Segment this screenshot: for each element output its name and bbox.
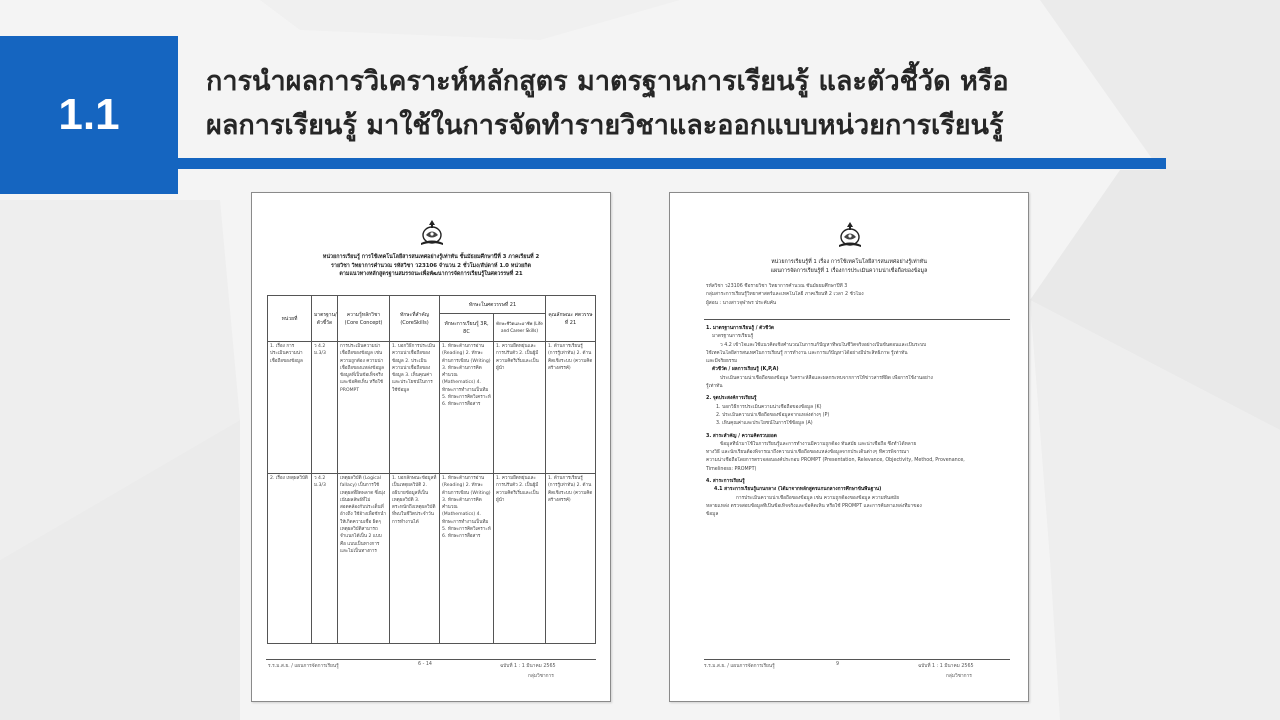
- doc2-body: [706, 325, 1010, 520]
- doc2-body-line: 1. บอกวิธีการประเมินความน่าเชื่อถือของข้อมูล (K): [716, 404, 822, 410]
- doc2-body-line: ใช้เทคโนโลยีสารสนเทศในการเรียนรู้ การทำงาน และการแก้ปัญหาได้อย่างมีประสิทธิภาพ รู้เท่าทัน: [706, 350, 908, 356]
- doc1-header-line: รายวิชา วิทยาการคำนวณ รหัสวิชา ว23106 จำนวน 2 ชั่วโมง/สัปดาห์ 1.0 หน่วยกิต: [331, 262, 531, 269]
- cell-concept: เหตุผลวิบัติ (Logical fallacy) เป็นการใช้เหตุผลที่ผิดพลาด ซึ่งมุ่งเน้นผลลัพธ์ที่ไม่สอดคล้องกับประเด็นที่อ้างถึง ใช้อ้างเพื่อชักนำให้เกิดความเชื่อ ผิดๆ เหตุผลวิบัติสามารถจำแนกได้เป็น 2 แบบ คือ แบบเป็นทางการและไม่เป็นทางการ: [338, 474, 390, 644]
- doc1-footer-page: 6 - 14: [418, 662, 432, 667]
- doc2-body-line: ว 4.2 เข้าใจและใช้แนวคิดเชิงคำนวณในการแก้ปัญหาที่พบในชีวิตจริงอย่างเป็นขั้นตอนและเป็นระบบ: [720, 342, 927, 348]
- doc2-header: [670, 258, 1028, 275]
- doc2-body-line: และมีจริยธรรม: [706, 359, 738, 365]
- doc2-header-line: หน่วยการเรียนรู้ที่ 1 เรื่อง การใช้เทคโนโลยีสารสนเทศอย่างรู้เท่าทัน: [771, 259, 927, 265]
- col-header-unit: หน่วยที่: [268, 296, 312, 342]
- doc1-header: [252, 253, 610, 279]
- doc2-footer-dept: กลุ่มวิชาการ: [946, 674, 972, 679]
- doc2-body-line: ทางวิธี และนักเรียนต้องพิจารณาถึงความน่าเชื่อถือของแหล่งข้อมูลจากประเด็นต่างๆ ที่ควรพิจารณา: [706, 450, 909, 456]
- doc2-body-line: 4. สาระการเรียนรู้: [706, 479, 745, 485]
- table-row: [268, 342, 596, 474]
- course-unit-table: [267, 295, 596, 644]
- cell-skills: 1. บอกวิธีการประเมินความน่าเชื่อถือของข้อมูล 2. ประเมินความน่าเชื่อถือของข้อมูล 3. เห็นคุณค่าและประโยชน์ในการใช้ข้อมูล: [390, 342, 440, 474]
- section-number: 1.1: [58, 90, 120, 139]
- title-line-2: ผลการเรียนรู้ มาใช้ในการจัดทำรายวิชาและออกแบบหน่วยการเรียนรู้: [206, 110, 1004, 141]
- doc2-footer-page: 9: [836, 662, 840, 667]
- cell-skills: 1. บอกลักษณะข้อมูลที่เป็นเหตุผลวิบัติ 2. อธิบายข้อมูลที่เป็นเหตุผลวิบัติ 3. ตระหนักถึงเหตุผลวิบัติที่พบในชีวิตประจำวัน การทำงานได้: [390, 474, 440, 644]
- doc2-body-line: มาตรฐานการเรียนรู้: [712, 334, 754, 340]
- doc2-body-line: 3. สาระสำคัญ / ความคิดรวบยอด: [706, 433, 777, 439]
- doc1-header-line: ตามแนวทางหลักสูตรฐานสมรรถนะเพื่อพัฒนาการจัดการเรียนรู้ในศตวรรษที่ 21: [339, 271, 523, 278]
- doc1-footer-dept: กลุ่มวิชาการ: [528, 674, 554, 679]
- doc2-info-line: รหัสวิชา ว23106 ชื่อรายวิชา วิทยาการคำนวณ ชั้นมัธยมศึกษาปีที่ 3: [706, 284, 848, 289]
- title-underline: [178, 158, 1166, 169]
- doc1-footer-left: ร.ร.ม.ส.ย. / แผนการจัดการเรียนรู้: [268, 664, 339, 669]
- col-header-learning-skills: ทักษะการเรียนรู้ 3R, 8C: [440, 314, 494, 342]
- cell-traits: 1. ด้านการเรียนรู้ (การรู้เท่าทัน) 2. ด้านคิดเชิงระบบ (ความคิดสร้างสรรค์): [546, 474, 596, 644]
- doc2-body-line: ข้อมูลที่นำมาใช้ในการเรียนรู้และการทำงานมีความถูกต้อง ทันสมัย และน่าเชื่อถือ ซึ่งทำได้หลาย: [720, 441, 917, 447]
- doc2-body-line: ตัวชี้วัด / ผลการเรียนรู้ (K,P,A): [712, 367, 779, 373]
- doc2-body-line: การประเมินความน่าเชื่อถือของข้อมูล เช่น ความถูกต้องของข้อมูล ความทันสมัย: [736, 495, 900, 501]
- cell-unit: 2. เรื่อง เหตุผลวิบัติ: [268, 474, 312, 644]
- slide-title: [206, 60, 1206, 148]
- school-seal-icon: [418, 219, 446, 247]
- doc2-info-rule: [704, 319, 1010, 320]
- doc1-footer-rule: [266, 659, 596, 660]
- doc1-footer-edition: ฉบับที่ 1 : 1 มีนาคม 2565: [500, 664, 556, 669]
- doc2-body-line: 4.1 สาระการเรียนรู้แกนกลาง (ได้มาจากหลักสูตรแกนกลางการศึกษาขั้นพื้นฐาน): [714, 487, 882, 493]
- doc2-body-line: 1. มาตรฐานการเรียนรู้ / ตัวชี้วัด: [706, 326, 775, 331]
- cell-concept: การประเมินความน่าเชื่อถือของข้อมูล เช่น ความถูกต้อง ความน่าเชื่อถือของแหล่งข้อมูล ข้อมูลที่เป็นข้อเท็จจริง และข้อคิดเห็น หรือใช้ PROMPT: [338, 342, 390, 474]
- col-header-concept: ความรู้หลักวิชา (Core Concept): [338, 296, 390, 342]
- doc2-footer-left: ร.ร.ม.ส.ย. / แผนการจัดการเรียนรู้: [704, 664, 775, 669]
- doc2-info: [706, 283, 1010, 308]
- table-row: [268, 474, 596, 644]
- doc2-info-line: กลุ่มสาระการเรียนรู้วิทยาศาสตร์และเทคโนโลยี ภาคเรียนที่ 2 เวลา 2 ชั่วโมง: [706, 292, 864, 298]
- col-header-traits: คุณลักษณะ ศตวรรษที่ 21: [546, 296, 596, 342]
- doc2-body-line: 3. เห็นคุณค่าและประโยชน์ในการใช้ข้อมูล (A): [716, 421, 813, 427]
- cell-life-skills: 1. ความยืดหยุ่นและการปรับตัว 2. เป็นผู้มีความคิดริเริ่มและเป็นผู้นำ: [494, 342, 546, 474]
- school-seal-icon: [836, 221, 864, 249]
- cell-learning-skills: 1. ทักษะด้านการอ่าน (Reading) 2. ทักษะด้านการเขียน (Writing) 3. ทักษะด้านการคิดคำนวณ (Mathematics) 4. ทักษะการทำงานเป็นทีม 5. ทักษะการคิดวิเคราะห์ 6. ทักษะการสื่อสาร: [440, 474, 494, 644]
- cell-unit: 1. เรื่อง การประเมินความน่าเชื่อถือของข้อมูล: [268, 342, 312, 474]
- doc2-body-line: Timeliness: PROMPT): [706, 466, 757, 472]
- col-header-standard: มาตรฐาน/ตัวชี้วัด: [312, 296, 338, 342]
- col-header-21st-century: ทักษะในศตวรรษที่ 21: [440, 296, 546, 314]
- cell-standard: ว 4.2 ม.3/3: [312, 474, 338, 644]
- section-number-badge: [0, 36, 178, 194]
- doc2-header-line: แผนการจัดการเรียนรู้ที่ 1 เรื่องการประเมินความน่าเชื่อถือของข้อมูล: [770, 267, 928, 274]
- title-line-1: การนำผลการวิเคราะห์หลักสูตร มาตรฐานการเรียนรู้ และตัวชี้วัด หรือ: [206, 66, 1009, 97]
- doc2-footer-rule: [704, 659, 1010, 660]
- doc1-header-line: หน่วยการเรียนรู้ การใช้เทคโนโลยีสารสนเทศอย่างรู้เท่าทัน ชั้นมัธยมศึกษาปีที่ 3 ภาคเรียนที่ 2: [322, 254, 540, 260]
- cell-life-skills: 1. ความยืดหยุ่นและการปรับตัว 2. เป็นผู้มีความคิดริเริ่มและเป็นผู้นำ: [494, 474, 546, 644]
- cell-learning-skills: 1. ทักษะด้านการอ่าน (Reading) 2. ทักษะด้านการเขียน (Writing) 3. ทักษะด้านการคิดคำนวณ (Mathematics) 4. ทักษะการทำงานเป็นทีม 5. ทักษะการคิดวิเคราะห์ 6. ทักษะการสื่อสาร: [440, 342, 494, 474]
- course-unit-document: [251, 192, 611, 702]
- doc2-body-line: รู้เท่าทัน: [706, 384, 723, 390]
- doc2-body-line: ความน่าเชื่อถือโดยการตรวจสอบองค์ประกอบ PROMPT (Presentation, Relevance, Objectivity, Method, Provenance,: [706, 458, 965, 464]
- doc2-info-line: ผู้สอน : นางสาวจุฬาพร ประคับคัน: [706, 300, 777, 306]
- cell-standard: ว 4.2 ม.3/3: [312, 342, 338, 474]
- col-header-skills: ทักษะที่สำคัญ (CoreSkills): [390, 296, 440, 342]
- cell-traits: 1. ด้านการเรียนรู้ (การรู้เท่าทัน) 2. ด้านคิดเชิงระบบ (ความคิดสร้างสรรค์): [546, 342, 596, 474]
- doc2-body-line: ประเมินความน่าเชื่อถือของข้อมูล วิเคราะห์สื่อและผลกระทบจากการให้ข่าวสารที่ผิด เพื่อการใช้งานอย่าง: [720, 375, 933, 381]
- doc2-body-line: หลายแหล่ง ตรวจสอบข้อมูลที่เป็นข้อเท็จจริงและข้อคิดเห็น หรือใช้ PROMPT และการค้นหาแหล่งที่มาของ: [706, 503, 922, 509]
- doc2-body-line: ข้อมูล: [706, 512, 719, 518]
- doc2-footer-edition: ฉบับที่ 1 : 1 มีนาคม 2565: [918, 664, 974, 669]
- doc2-body-line: 2. จุดประสงค์การเรียนรู้: [706, 396, 757, 402]
- doc2-body-line: 2. ประเมินความน่าเชื่อถือของข้อมูลจากแหล่งต่างๆ (P): [716, 412, 830, 418]
- col-header-life-skills: ทักษะชีวิตและอาชีพ (Life and Career Skills): [494, 314, 546, 342]
- lesson-plan-document: [669, 192, 1029, 702]
